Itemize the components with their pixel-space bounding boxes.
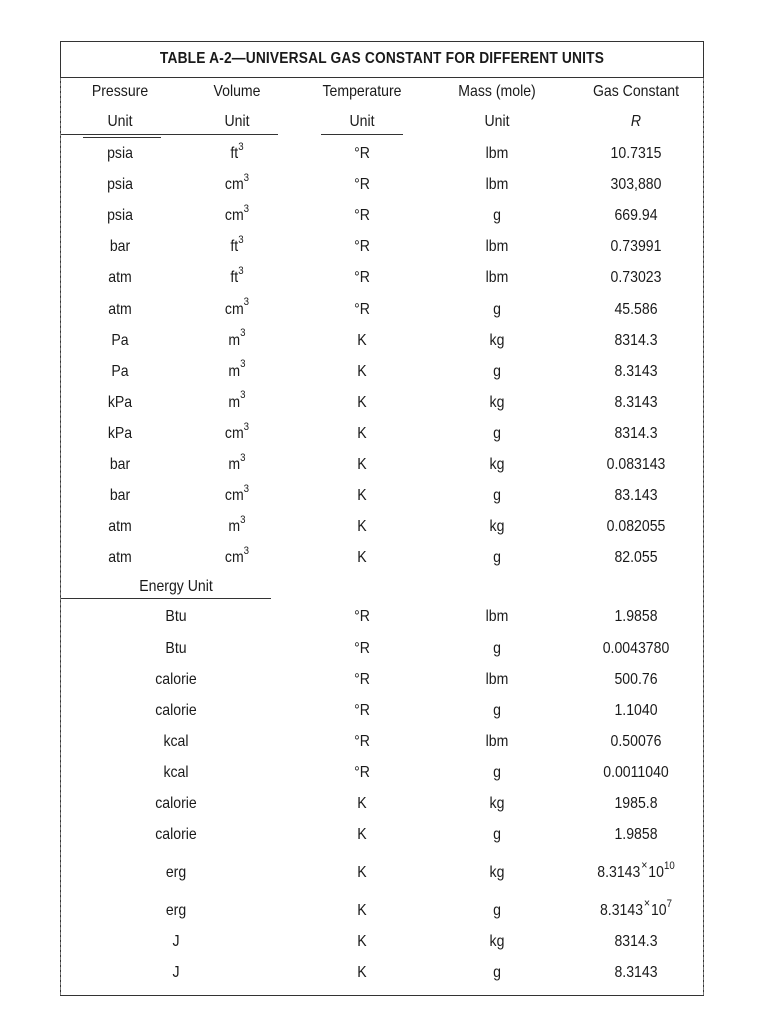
- gas-constant-value: 0.0011040: [603, 764, 669, 782]
- pressure-unit: atm: [108, 269, 132, 287]
- volume-unit: $m^3$: [228, 327, 246, 349]
- temperature-unit: °R: [354, 733, 370, 751]
- gas-constant-value: 1.9858: [614, 826, 658, 844]
- multiply-sign: ×: [641, 858, 648, 873]
- temperature-unit: K: [357, 331, 367, 349]
- temperature-unit: °R: [354, 238, 370, 256]
- pressure-unit: atm: [108, 300, 132, 318]
- pressure-unit: psia: [107, 207, 133, 225]
- mass-unit: g: [493, 207, 501, 225]
- energy-unit: erg: [165, 864, 187, 882]
- temperature-unit: °R: [354, 702, 370, 720]
- pressure-unit: psia: [107, 176, 133, 194]
- gas-constant-value: 8.3143: [614, 964, 658, 982]
- volume-exponent: 3: [240, 327, 246, 340]
- mass-unit: kg: [489, 456, 505, 473]
- power-base: 10: [650, 902, 667, 920]
- mass-unit: g: [493, 300, 501, 318]
- gas-constant-value: 0.083143: [606, 456, 666, 473]
- pressure-unit: atm: [108, 518, 132, 536]
- gas-constant-table: [60, 41, 704, 996]
- mass-unit: lbm: [485, 176, 509, 194]
- volume-unit: $ft^3$: [230, 233, 244, 256]
- header-line2: Unit: [484, 113, 510, 130]
- mass-unit: lbm: [485, 238, 509, 256]
- temperature-unit: °R: [354, 300, 370, 318]
- mass-unit: kg: [489, 518, 505, 536]
- temperature-unit: K: [357, 456, 367, 473]
- volume-exponent: 3: [243, 420, 250, 433]
- mass-unit: g: [493, 549, 501, 567]
- power-exponent: 7: [666, 898, 673, 911]
- gas-constant-value: $8.3143^\times 10^7$: [599, 896, 673, 920]
- volume-exponent: 3: [240, 451, 246, 464]
- pressure-unit: bar: [109, 487, 131, 505]
- pressure-unit: Pa: [111, 362, 129, 380]
- gas-constant-value: 0.0043780: [602, 639, 670, 657]
- mass-unit: lbm: [485, 671, 509, 689]
- volume-exponent: 3: [238, 233, 244, 246]
- energy-unit: Btu: [165, 608, 187, 626]
- mass-unit: g: [493, 424, 501, 442]
- mass-unit: g: [493, 487, 501, 505]
- temperature-unit: K: [357, 362, 367, 380]
- energy-unit: kcal: [163, 764, 189, 782]
- volume-exponent: 3: [238, 265, 244, 278]
- temperature-unit: K: [357, 826, 367, 844]
- temperature-unit: K: [357, 487, 367, 505]
- temperature-unit: K: [357, 518, 367, 536]
- volume-unit: $cm^3$: [224, 296, 250, 318]
- temperature-unit: K: [357, 393, 367, 411]
- gas-constant-value: 0.73991: [610, 238, 662, 256]
- volume-exponent: 3: [243, 482, 250, 495]
- gas-constant-value: 83.143: [614, 487, 658, 505]
- pressure-unit: psia: [107, 145, 133, 162]
- temperature-unit: °R: [354, 608, 370, 626]
- pressure-unit: bar: [109, 238, 131, 256]
- power-base: 10: [648, 864, 664, 882]
- gas-constant-value: 8314.3: [614, 331, 658, 349]
- gas-constant-value: 0.50076: [610, 733, 662, 751]
- temperature-unit: K: [357, 902, 367, 920]
- volume-exponent: 3: [240, 358, 246, 371]
- energy-unit-header: Energy Unit: [139, 578, 213, 596]
- mass-unit: g: [493, 964, 501, 982]
- mass-unit: g: [493, 702, 501, 720]
- right-dashed-edge: [703, 78, 704, 995]
- temperature-unit: K: [357, 964, 367, 982]
- gas-constant-value: 45.586: [614, 300, 658, 318]
- pressure-unit: kPa: [107, 424, 133, 442]
- multiply-sign: ×: [643, 896, 651, 911]
- gas-constant-value: 1.9858: [614, 608, 658, 626]
- energy-unit: calorie: [155, 671, 197, 689]
- energy-unit: kcal: [163, 733, 189, 751]
- energy-header-rule: [61, 598, 271, 599]
- gas-constant-value: 0.73023: [610, 269, 662, 287]
- gas-constant-value: 669.94: [614, 207, 658, 225]
- volume-exponent: 3: [240, 513, 246, 526]
- volume-unit: $ft^3$: [230, 265, 244, 287]
- volume-unit: $m^3$: [228, 389, 246, 411]
- mass-unit: g: [493, 362, 501, 380]
- mass-unit: lbm: [485, 733, 509, 751]
- mass-unit: kg: [489, 933, 505, 951]
- gas-constant-value: 8314.3: [614, 424, 658, 442]
- header-line2: Unit: [349, 113, 375, 130]
- table-title: TABLE A-2—UNIVERSAL GAS CONSTANT FOR DIFFERENT UNITS: [159, 50, 605, 67]
- volume-exponent: 3: [243, 544, 250, 557]
- mass-unit: g: [493, 764, 501, 782]
- volume-unit: $m^3$: [228, 358, 246, 380]
- gas-constant-value: 500.76: [614, 671, 658, 689]
- temperature-unit: K: [357, 864, 367, 882]
- header-line1: Temperature: [322, 83, 402, 100]
- temperature-unit: °R: [354, 639, 370, 657]
- gas-constant-value: $8.3143^\times 10^{10}$: [597, 858, 675, 882]
- volume-unit: $m^3$: [228, 451, 246, 473]
- power-exponent: 10: [663, 860, 675, 873]
- temperature-unit: K: [357, 424, 367, 442]
- gas-constant-value: 10.7315: [610, 145, 662, 162]
- pressure-header-rule: [83, 137, 161, 138]
- header-line1: Volume: [213, 83, 261, 100]
- temp-header-rule: [321, 134, 403, 135]
- volume-exponent: 3: [240, 389, 246, 402]
- pv-header-rule: [61, 134, 278, 135]
- volume-unit: $cm^3$: [224, 171, 250, 194]
- pressure-unit: atm: [108, 549, 132, 567]
- mass-unit: g: [493, 826, 501, 844]
- mass-unit: kg: [489, 393, 505, 411]
- mass-unit: kg: [489, 795, 505, 813]
- gas-constant-value: 8314.3: [614, 933, 658, 951]
- header-line2: R: [630, 113, 642, 130]
- volume-unit: $ft^3$: [230, 140, 244, 162]
- mass-unit: lbm: [485, 145, 509, 162]
- energy-unit: J: [172, 964, 180, 982]
- volume-exponent: 3: [243, 202, 250, 215]
- temperature-unit: °R: [354, 764, 370, 782]
- left-dashed-edge: [60, 78, 61, 995]
- gas-constant-value: 0.082055: [606, 518, 666, 536]
- header-line1: Pressure: [91, 83, 149, 100]
- gas-constant-value: 8.3143: [614, 393, 658, 411]
- volume-unit: $cm^3$: [224, 202, 250, 225]
- mass-unit: kg: [489, 331, 505, 349]
- gas-constant-value: 1985.8: [614, 795, 658, 813]
- gas-constant-value: 8.3143: [614, 362, 658, 380]
- volume-exponent: 3: [238, 140, 244, 153]
- header-line2: Unit: [224, 113, 250, 130]
- mass-unit: g: [493, 902, 501, 920]
- temperature-unit: °R: [354, 269, 370, 287]
- energy-unit: J: [172, 933, 180, 951]
- temperature-unit: K: [357, 549, 367, 567]
- mass-unit: lbm: [485, 608, 509, 626]
- mass-unit: lbm: [485, 269, 509, 287]
- temperature-unit: K: [357, 933, 367, 951]
- temperature-unit: °R: [354, 145, 370, 162]
- volume-unit: $cm^3$: [224, 420, 250, 442]
- gas-constant-value: 303,880: [610, 176, 662, 194]
- gas-constant-value: 1.1040: [614, 702, 658, 720]
- mass-unit: kg: [489, 864, 505, 882]
- header-line2: Unit: [107, 113, 133, 130]
- title-divider: [61, 77, 703, 78]
- pressure-unit: Pa: [111, 331, 129, 349]
- temperature-unit: °R: [354, 671, 370, 689]
- volume-exponent: 3: [243, 296, 250, 309]
- temperature-unit: °R: [354, 176, 370, 194]
- energy-unit: Btu: [165, 639, 187, 657]
- energy-unit: calorie: [155, 795, 197, 813]
- pressure-unit: bar: [109, 456, 131, 473]
- volume-exponent: 3: [243, 171, 250, 184]
- energy-unit: calorie: [155, 702, 197, 720]
- temperature-unit: K: [357, 795, 367, 813]
- mass-unit: g: [493, 639, 501, 657]
- energy-unit: erg: [165, 902, 187, 920]
- volume-unit: $cm^3$: [224, 544, 250, 567]
- energy-unit: calorie: [155, 826, 197, 844]
- volume-unit: $cm^3$: [224, 482, 250, 505]
- header-line1: Gas Constant: [592, 83, 680, 100]
- gas-constant-value: 82.055: [614, 549, 658, 567]
- volume-unit: $m^3$: [228, 513, 246, 536]
- temperature-unit: °R: [354, 207, 370, 225]
- pressure-unit: kPa: [107, 393, 133, 411]
- header-line1: Mass (mole): [458, 83, 536, 100]
